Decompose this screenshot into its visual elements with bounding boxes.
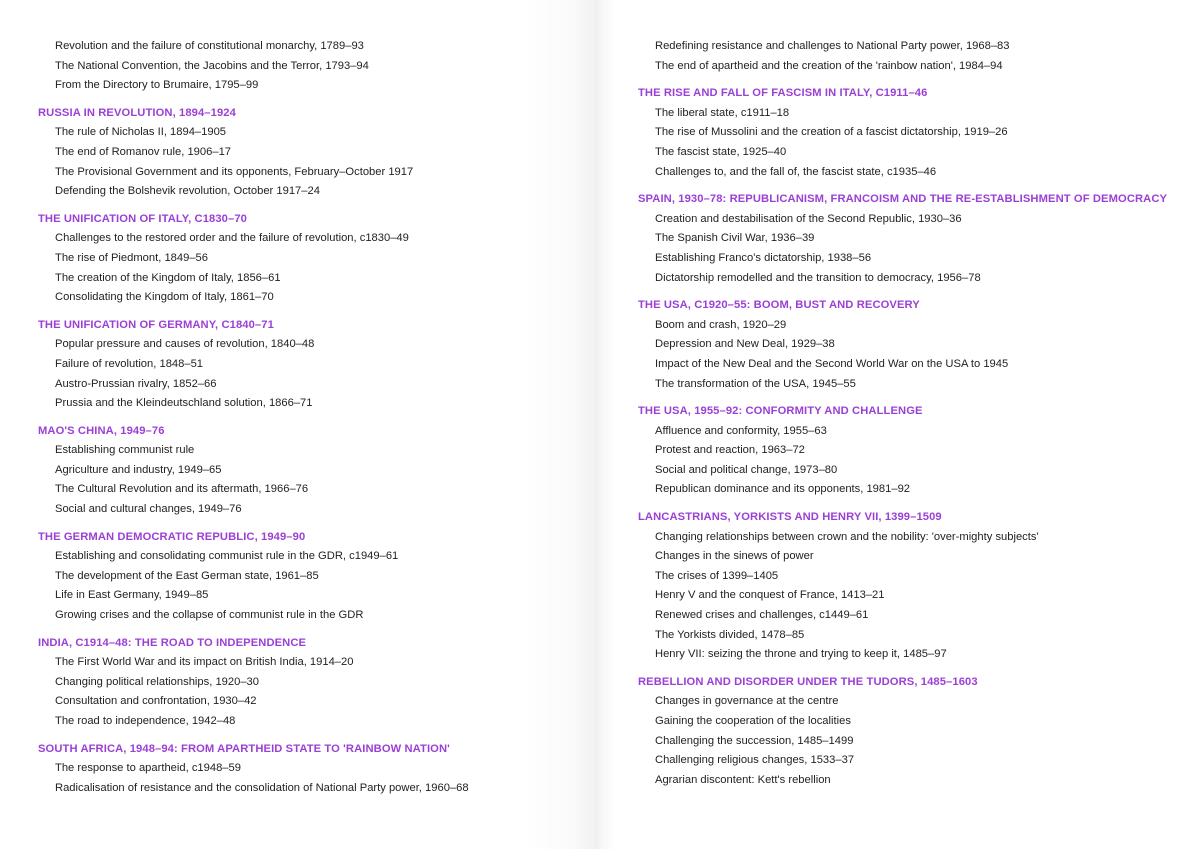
topic-item: Agrarian discontent: Kett's rebellion [655,773,831,786]
topic-item: Radicalisation of resistance and the consolidation of National Party power, 1960–68 [55,781,469,794]
topic-item: The creation of the Kingdom of Italy, 1856–61 [55,271,281,284]
toc-section [38,634,598,732]
topic-item: Social and political change, 1973–80 [655,463,838,476]
left-page [0,0,598,849]
topic-item: Life in East Germany, 1949–85 [55,589,209,602]
topic-item: The Spanish Civil War, 1936–39 [655,232,815,245]
topic-item: Impact of the New Deal and the Second World War on the USA to 1945 [655,357,1009,370]
toc-section [38,316,598,414]
section-heading: THE UNIFICATION OF GERMANY, C1840–71 [38,318,274,331]
topic-item: The end of Romanov rule, 1906–17 [55,145,232,158]
topic-item: Consolidating the Kingdom of Italy, 1861–70 [55,291,274,304]
topic-item: Defending the Bolshevik revolution, October 1917–24 [55,185,320,198]
topic-item: Depression and New Deal, 1929–38 [655,338,835,351]
topic-item: Redefining resistance and challenges to National Party power, 1968–83 [655,40,1010,52]
topic-item: Challenging the succession, 1485–1499 [655,734,854,747]
section-heading: THE GERMAN DEMOCRATIC REPUBLIC, 1949–90 [38,530,306,543]
topic-item: Challenges to the restored order and the failure of revolution, c1830–49 [55,232,409,245]
topic-item: Social and cultural changes, 1949–76 [55,503,242,516]
toc-section [638,402,1200,500]
topic-item: The liberal state, c1911–18 [655,106,790,119]
topic-item: The First World War and its impact on British India, 1914–20 [55,656,354,669]
topic-item: Protest and reaction, 1963–72 [655,444,805,457]
topic-item: Challenging religious changes, 1533–37 [655,754,855,767]
section-heading: THE USA, C1920–55: BOOM, BUST AND RECOVERY [638,299,920,312]
topic-item: Growing crises and the collapse of communist rule in the GDR [55,609,364,622]
topic-item: Austro-Prussian rivalry, 1852–66 [55,377,217,390]
topic-item: The crises of 1399–1405 [655,569,779,582]
topic-item: Changing relationships between crown and the nobility: 'over-mighty subjects' [655,530,1039,543]
topic-item: Renewed crises and challenges, c1449–61 [655,609,869,622]
right-page [598,0,1200,849]
toc-section [38,210,598,308]
topic-item: Popular pressure and causes of revolution, 1840–48 [55,338,315,351]
topic-item: The road to independence, 1942–48 [55,715,236,727]
topic-item: The rise of Piedmont, 1849–56 [55,251,208,264]
section-heading: RUSSIA IN REVOLUTION, 1894–1924 [38,106,236,119]
section-heading: SOUTH AFRICA, 1948–94: FROM APARTHEID STATE TO 'RAINBOW NATION' [38,742,450,755]
toc-section [38,104,598,202]
topic-item: The end of apartheid and the creation of the 'rainbow nation', 1984–94 [655,59,1003,72]
toc-section [38,37,598,96]
topic-item: The rise of Mussolini and the creation of a fascist dictatorship, 1919–26 [655,126,1008,139]
section-heading: THE RISE AND FALL OF FASCISM IN ITALY, C1911–46 [638,87,928,100]
topic-item: From the Directory to Brumaire, 1795–99 [55,79,259,92]
topic-item: Dictatorship remodelled and the transition to democracy, 1956–78 [655,271,981,284]
topic-item: The Provisional Government and its opponents, February–October 1917 [55,165,414,178]
toc-section [638,84,1200,182]
section-heading: THE USA, 1955–92: CONFORMITY AND CHALLENGE [638,405,923,418]
topic-item: Establishing communist rule [55,444,195,457]
topic-item: Changing political relationships, 1920–30 [55,675,260,688]
topic-item: The National Convention, the Jacobins and the Terror, 1793–94 [55,59,369,72]
toc-section [38,528,598,626]
section-heading: THE UNIFICATION OF ITALY, C1830–70 [38,212,247,225]
section-heading: REBELLION AND DISORDER UNDER THE TUDORS, 1485–1603 [638,675,978,688]
topic-item: The transformation of the USA, 1945–55 [655,377,856,390]
topic-item: The rule of Nicholas II, 1894–1905 [55,126,227,139]
topic-item: Changes in governance at the centre [655,695,839,708]
topic-item: Republican dominance and its opponents, 1981–92 [655,483,911,496]
topic-item: The development of the East German state, 1961–85 [55,569,319,582]
topic-item: Henry V and the conquest of France, 1413–21 [655,589,885,602]
topic-item: Revolution and the failure of constitutional monarchy, 1789–93 [55,40,364,52]
topic-item: Establishing and consolidating communist rule in the GDR, c1949–61 [55,550,399,563]
topic-item: Boom and crash, 1920–29 [655,318,787,331]
topic-item: The Cultural Revolution and its aftermath, 1966–76 [55,483,309,496]
topic-item: Changes in the sinews of power [655,550,814,563]
topic-item: The Yorkists divided, 1478–85 [655,628,805,641]
section-heading: SPAIN, 1930–78: REPUBLICANISM, FRANCOISM AND THE RE-ESTABLISHMENT OF DEMOCRACY [638,193,1168,206]
toc-section [38,422,598,520]
toc-section [638,190,1200,288]
topic-item: Failure of revolution, 1848–51 [55,357,204,370]
topic-item: Henry VII: seizing the throne and trying to keep it, 1485–97 [655,648,947,661]
topic-item: Establishing Franco's dictatorship, 1938–56 [655,251,872,264]
topic-item: Challenges to, and the fall of, the fascist state, c1935–46 [655,165,937,178]
topic-item: Gaining the cooperation of the localities [655,715,851,727]
section-heading: LANCASTRIANS, YORKISTS AND HENRY VII, 1399–1509 [638,511,942,524]
toc-section [638,37,1200,76]
topic-item: The response to apartheid, c1948–59 [55,762,241,775]
toc-section [638,673,1200,791]
topic-item: Creation and destabilisation of the Second Republic, 1930–36 [655,212,962,225]
section-heading: MAO'S CHINA, 1949–76 [38,424,165,437]
toc-section [638,296,1200,394]
topic-item: Affluence and conformity, 1955–63 [655,424,827,437]
topic-item: Prussia and the Kleindeutschland solution, 1866–71 [55,397,313,410]
topic-item: The fascist state, 1925–40 [655,145,787,158]
toc-section [638,508,1200,665]
topic-item: Agriculture and industry, 1949–65 [55,463,222,476]
toc-section [38,740,598,799]
topic-item: Consultation and confrontation, 1930–42 [55,695,257,708]
section-heading: INDIA, C1914–48: THE ROAD TO INDEPENDENCE [38,636,307,649]
